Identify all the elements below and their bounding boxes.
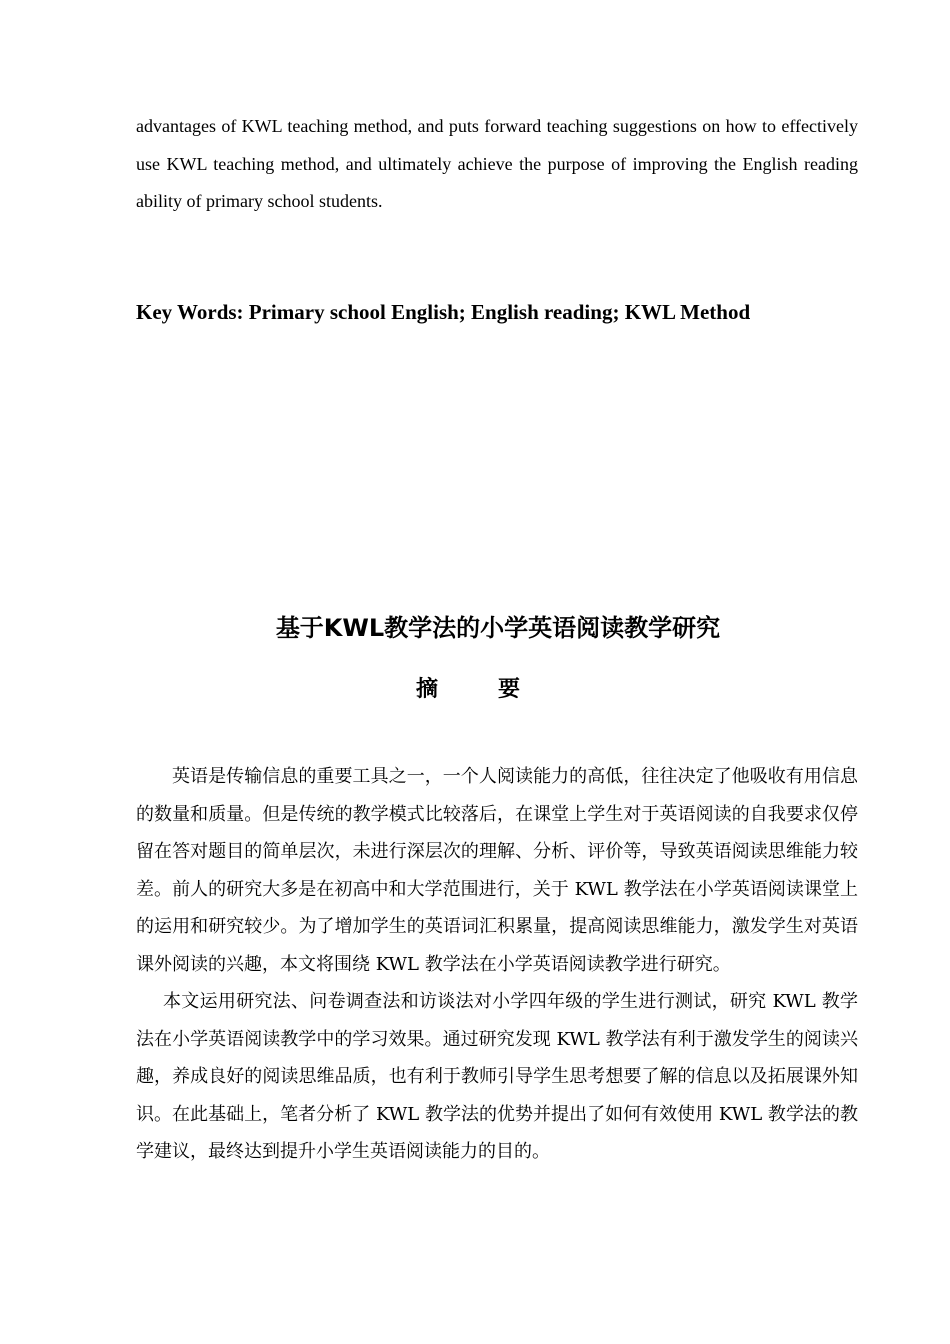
chinese-abstract-paragraph-2: 本文运用研究法、问卷调查法和访谈法对小学四年级的学生进行测试，研究 KWL 教学法在小学英语阅读教学中的学习效果。通过研究发现 KWL 教学法有利于激发学生的阅读兴趣，养成良好的阅读思维品质，也有利于教师引导学生思考想要了解的信息以及拓展课外知识。在此基础上，笔者分析了 KWL 教学法的优势并提出了如何有效使用 KWL 教学法的教学建议，最终达到提升小学生英语阅读能力的目的。: [136, 991, 858, 1162]
english-keywords: Key Words: Primary school English; English reading; KWL Method: [136, 300, 751, 324]
english-abstract-closing-paragraph: advantages of KWL teaching method, and puts forward teaching suggestions on how to effectively use KWL teaching method, and ultimately achieve the purpose of improving the English reading ability of primary school students.: [136, 116, 858, 211]
chinese-abstract-body: [136, 758, 858, 1171]
chinese-abstract-heading: 摘要: [415, 677, 580, 702]
chinese-thesis-title: 基于KWL教学法的小学英语阅读教学研究: [275, 614, 721, 642]
chinese-abstract-paragraph-1: 英语是传输信息的重要工具之一，一个人阅读能力的高低，往往决定了他吸收有用信息的数量和质量。但是传统的教学模式比较落后，在课堂上学生对于英语阅读的自我要求仅停留在答对题目的简单层次，未进行深层次的理解、分析、评价等，导致英语阅读思维能力较差。前人的研究大多是在初高中和大学范围进行，关于 KWL 教学法在小学英语阅读课堂上的运用和研究较少。为了增加学生的英语词汇积累量，提高阅读思维能力，激发学生对英语课外阅读的兴趣，本文将围绕 KWL 教学法在小学英语阅读教学进行研究。: [136, 766, 858, 975]
